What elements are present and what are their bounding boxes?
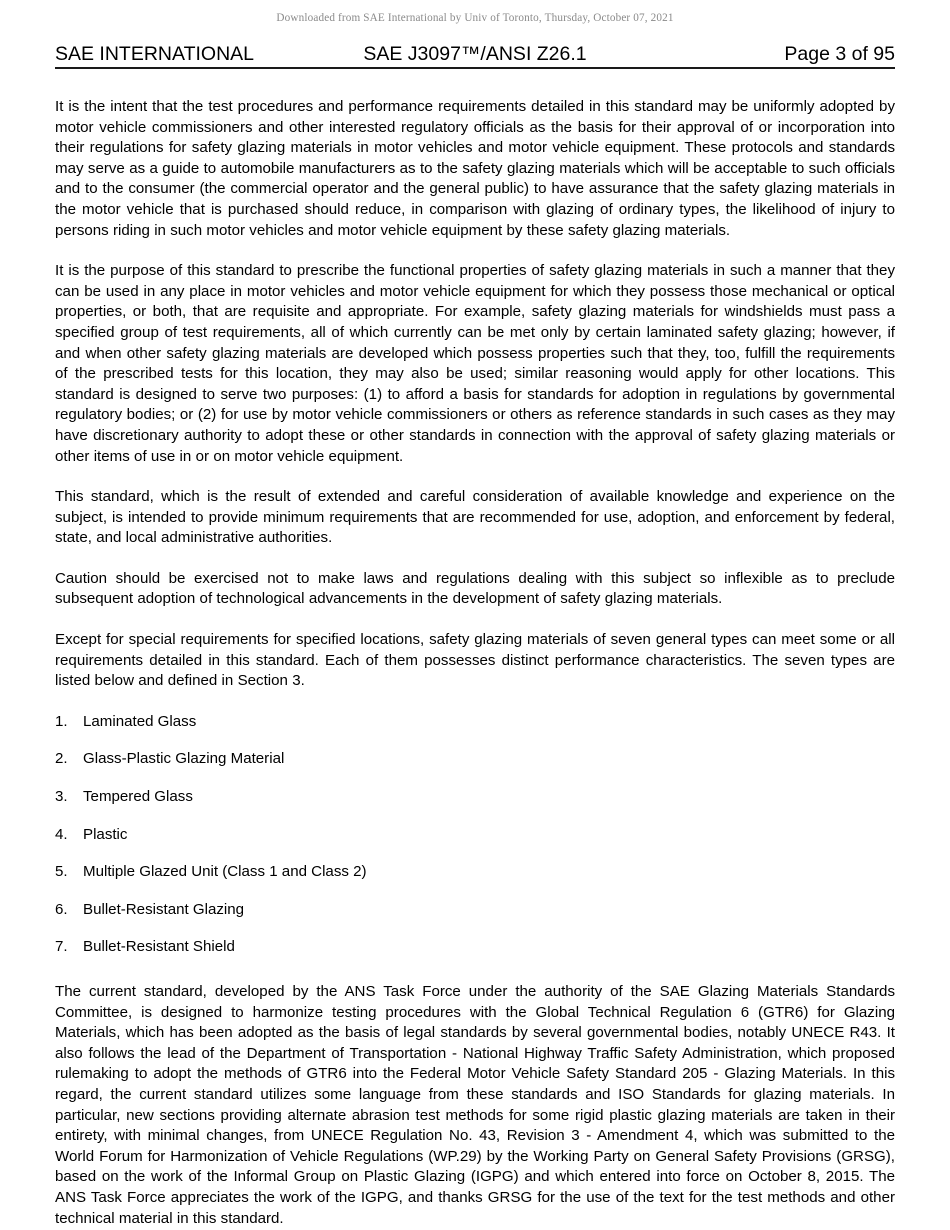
list-item-label: Glass-Plastic Glazing Material: [83, 750, 285, 768]
list-item-label: Plastic: [83, 825, 128, 843]
list-item-number: 2.: [55, 750, 68, 768]
list-item: [55, 825, 895, 846]
paragraph-seven-types: Except for special requirements for specified locations, safety glazing materials of seven general types can meet some or all requirements detailed in this standard. Each of them possesses distinct performance characteristics. The seven types are listed below and defined in Section 3.: [55, 631, 895, 690]
paragraph-caution: Caution should be exercised not to make laws and regulations dealing with this subject so inflexible as to preclude subsequent adoption of technological advancements in the development of safety glazing materials.: [55, 569, 895, 608]
document-body: [55, 97, 895, 1229]
list-item-label: Laminated Glass: [83, 712, 197, 730]
list-item: [55, 787, 895, 808]
list-item-number: 3.: [55, 788, 68, 806]
list-item-number: 4.: [55, 825, 68, 843]
list-item: [55, 749, 895, 770]
paragraph-purpose: It is the purpose of this standard to prescribe the functional properties of safety glazing materials in such a manner that they can be used in any place in motor vehicles and motor vehicle equipment for which they possess those mechanical or optical properties, or both, that are requisite and appropriate. For example, safety glazing materials for windshields must pass a specified group of test requirements, all of which currently can be met only by certain laminated safety glazing; however, if and when other safety glazing materials are developed which possess properties such that they, too, fulfill the requirements of the prescribed tests for this location, they may also be used; similar reasoning would apply for other locations. This standard is designed to serve two purposes: (1) to afford a basis for standards for adoption in regulations by governmental regulatory bodies; or (2) for use by motor vehicle commissioners or others as reference standards in such cases as they may have discretionary authority to adopt these or other standards in connection with the approval of safety glazing materials or other items of use in or on motor vehicle equipment.: [55, 262, 895, 465]
header-divider-rule: [55, 67, 895, 69]
paragraph-current-standard: The current standard, developed by the ANS Task Force under the authority of the SAE Glazing Materials Standards Committee, is designed to harmonize testing procedures with the Global Technical Regulation 6 (GTR6) for Glazing Materials, which has been adopted as the basis of legal standards by several governmental bodies, notably UNECE R43. It also follows the lead of the Department of Transportation - National Highway Traffic Safety Administration, which proposed rulemaking to adopt the methods of GTR6 into the Federal Motor Vehicle Safety Standard 205 - Glazing Materials. In this regard, the current standard utilizes some language from these standards and ISO Standards for glazing materials. In particular, new sections providing alternate abrasion test methods for some rigid plastic glazing materials are taken in their entirety, with minimal changes, from UNECE Regulation No. 43, Revision 3 - Amendment 4, which was submitted to the World Forum for Harmonization of Vehicle Regulations (WP.29) by the Working Party on General Safety Provisions (GRSG), based on the work of the Informal Group on Plastic Glazing (IGPG) and which entered into force on October 8, 2015. The ANS Task Force appreciates the work of the IGPG, and thanks GRSG for the use of the text for the test methods and other technical material in this standard.: [55, 983, 895, 1227]
list-item-number: 1.: [55, 712, 68, 730]
header-organization: SAE INTERNATIONAL: [55, 43, 255, 65]
list-item: [55, 900, 895, 921]
list-item-label: Bullet-Resistant Glazing: [83, 900, 245, 918]
list-item-number: 7.: [55, 938, 68, 956]
list-item-label: Bullet-Resistant Shield: [83, 938, 235, 956]
download-watermark: Downloaded from SAE International by Univ of Toronto, Thursday, October 07, 2021: [276, 12, 674, 24]
paragraph-intent: It is the intent that the test procedures and performance requirements detailed in this standard may be uniformly adopted by motor vehicle commissioners and other interested regulatory officials as the basis for their approval of or incorporation into their regulations for safety glazing materials in motor vehicles and motor vehicle equipment. These protocols and standards may serve as a guide to automobile manufacturers as to the safety glazing materials which will be acceptable to such officials and to the consumer (the commercial operator and the general public) to have assurance that the safety glazing materials in the motor vehicle that is purchased should reduce, in comparison with glazing of ordinary types, the likelihood of injury to persons riding in such motor vehicles and motor vehicle equipment by these safety glazing materials.: [55, 98, 895, 239]
glazing-types-list: [55, 712, 895, 958]
header-page-label: Page 3 of 95: [784, 43, 895, 65]
list-item-number: 5.: [55, 863, 68, 881]
page-header-row: [55, 42, 895, 68]
list-item-label: Multiple Glazed Unit (Class 1 and Class 2): [83, 863, 367, 881]
list-item: [55, 712, 895, 733]
list-item-number: 6.: [55, 900, 68, 918]
page-header: [55, 42, 895, 70]
glazing-types-list-block: [55, 712, 895, 958]
paragraph-consideration: This standard, which is the result of extended and careful consideration of available knowledge and experience on the subject, is intended to provide minimum requirements that are recommended for use, adoption, and enforcement by federal, state, and local administrative authorities.: [55, 488, 895, 547]
list-item: [55, 937, 895, 958]
list-item: [55, 862, 895, 883]
header-document-title: SAE J3097™/ANSI Z26.1: [363, 43, 587, 65]
list-item-label: Tempered Glass: [83, 788, 193, 806]
